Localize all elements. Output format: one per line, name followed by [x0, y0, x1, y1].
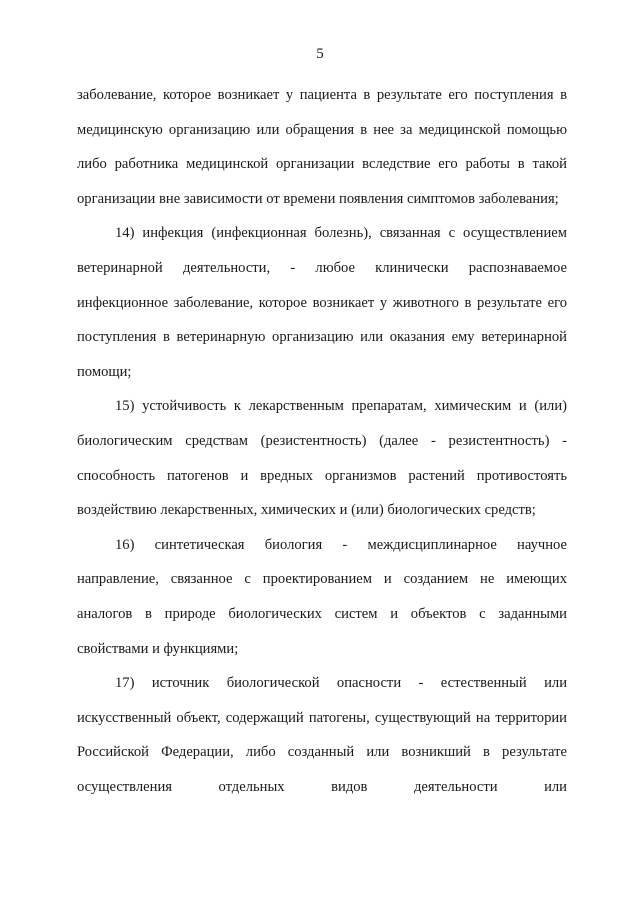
paragraph-item-16: 16) синтетическая биология - междисциплинарное научное направление, связанное с проектированием и созданием не имеющих аналогов в природе биологических систем и объектов с заданными свойствами и функциями;: [77, 536, 567, 657]
paragraph-item-14: 14) инфекция (инфекционная болезнь), связанная с осуществлением ветеринарной деятельности, - любое клинически распознаваемое инфекционное заболевание, которое возникает у животного в результате его поступления в ветеринарную организацию или оказания ему ветеринарной помощи;: [77, 225, 567, 380]
paragraph-item-17: 17) источник биологической опасности - естественный или искусственный объект, содержащий патогены, существующий на территории Российской Федерации, либо созданный или возникший в результате осуществления отдельных видов деятельности или: [77, 675, 567, 795]
paragraph-item-15: 15) устойчивость к лекарственным препаратам, химическим и (или) биологическим средствам (резистентность) (далее - резистентность) - способность патогенов и вредных организмов растений противостоять воздействию лекарственных, химических и (или) биологических средств;: [77, 398, 567, 519]
document-body: [77, 78, 567, 804]
paragraph-continuation: заболевание, которое возникает у пациента в результате его поступления в медицинскую организацию или обращения в нее за медицинской помощью либо работника медицинской организации вследствие его работы в такой организации вне зависимости от времени появления симптомов заболевания;: [77, 87, 567, 207]
page-number: 5: [316, 46, 324, 62]
